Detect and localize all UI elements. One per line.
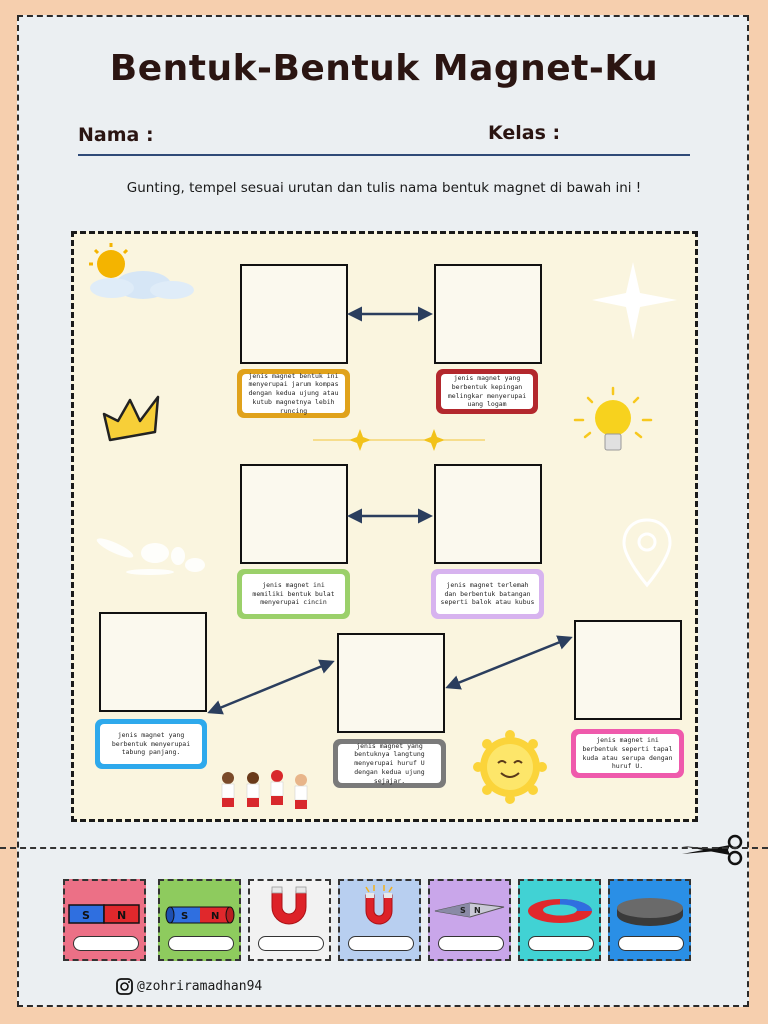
cutout-card-2[interactable] — [158, 879, 241, 961]
map-silhouette-icon — [95, 535, 205, 575]
instagram-icon — [117, 979, 132, 994]
card-label-4[interactable] — [348, 936, 414, 951]
arrow-5-6 — [210, 662, 332, 712]
bar-magnet-icon — [65, 895, 144, 935]
cutout-card-5[interactable] — [428, 879, 511, 961]
sparkle-divider — [313, 429, 485, 451]
cutout-card-7[interactable] — [608, 879, 691, 961]
cut-line — [0, 847, 768, 849]
card-label-5[interactable] — [438, 936, 504, 951]
caption-text-2: jenis magnet yang berbentuk kepingan melingkar menyerupai uang logam — [441, 374, 533, 409]
ring-magnet-icon — [520, 891, 599, 931]
u-magnet-icon — [340, 883, 419, 931]
instruction-text: Gunting, tempel sesuai urutan dan tulis nama bentuk magnet di bawah ini ! — [126, 180, 642, 196]
svg-text:S: S — [460, 906, 466, 915]
caption-text-5: jenis magnet yang berbentuk menyerupai tabung panjang. — [100, 724, 202, 764]
card-label-2[interactable] — [168, 936, 234, 951]
sun-cloud-icon — [89, 243, 194, 299]
svg-text:N: N — [474, 906, 481, 915]
svg-text:N: N — [211, 911, 220, 922]
caption-text-3: jenis magnet ini memiliki bentuk bulat menyerupai cincin — [242, 574, 345, 614]
cutout-card-1[interactable] — [63, 879, 146, 961]
cutout-card-3[interactable] — [248, 879, 331, 961]
cylinder-magnet-icon — [160, 895, 239, 935]
cutout-card-6[interactable] — [518, 879, 601, 961]
arrow-6-7 — [448, 638, 570, 687]
card-label-6[interactable] — [528, 936, 594, 951]
svg-text:S: S — [82, 909, 90, 922]
sparkle-star-icon — [592, 262, 677, 340]
horseshoe-magnet-icon — [250, 885, 329, 930]
name-label: Nama : — [78, 124, 154, 146]
lightbulb-icon — [575, 388, 651, 450]
card-label-7[interactable] — [618, 936, 684, 951]
caption-text-7: jenis magnet ini berbentuk seperti tapal kuda atau serupa dengan huruf U. — [576, 734, 679, 773]
card-label-1[interactable] — [73, 936, 139, 951]
disc-magnet-icon — [610, 891, 689, 931]
location-pin-icon — [624, 520, 670, 585]
instagram-handle: @zohriramadhan94 — [137, 979, 263, 994]
class-label: Kelas : — [488, 122, 561, 144]
cutout-card-4[interactable] — [338, 879, 421, 961]
smiling-sun-icon — [473, 730, 547, 804]
caption-text-1: jenis magnet bentuk ini menyerupai jarum kompas dengan kedua ujung atau kutub magnetnya lebih runcing — [242, 374, 345, 413]
needle-magnet-icon — [430, 889, 509, 929]
svg-text:N: N — [117, 909, 127, 922]
card-label-3[interactable] — [258, 936, 324, 951]
svg-text:S: S — [181, 911, 189, 922]
caption-text-4: jenis magnet terlemah dan berbentuk batangan seperti balok atau kubus — [436, 574, 539, 614]
scissors-icon — [682, 836, 741, 864]
students-group-icon — [222, 770, 307, 809]
caption-text-6: jenis magnet yang bentuknya langtung menyerupai huruf U dengan kedua ujung sejajar. — [338, 744, 441, 783]
crown-icon — [104, 397, 158, 440]
page-title: Bentuk-Bentuk Magnet-Ku — [109, 48, 659, 89]
